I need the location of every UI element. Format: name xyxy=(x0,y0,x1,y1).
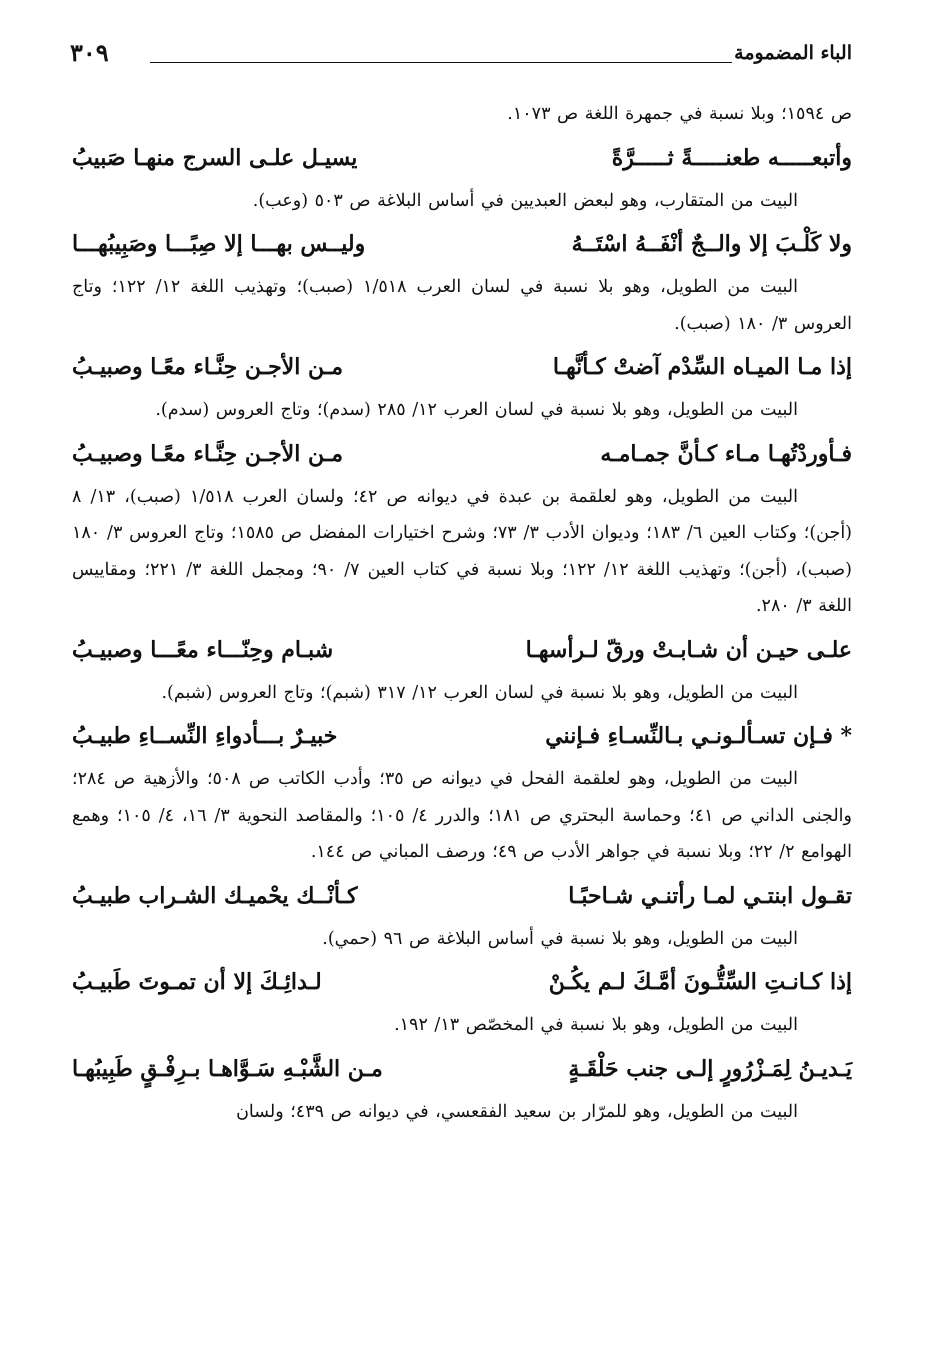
verse-line xyxy=(72,344,852,390)
citation-note: البيت من الطويل، وهو بلا نسبة في لسان العرب ١/٥١٨ (صبب)؛ وتهذيب اللغة ١٢/ ١٢٢؛ وتاج العروس ٣/ ١٨٠ (صبب). xyxy=(72,277,852,334)
verse-second-hemistich: مـن الأجـن حِنَّـاء معًـا وصبيـبُ xyxy=(72,440,343,467)
header-rule xyxy=(150,62,732,63)
page-body xyxy=(72,96,852,1130)
verse-line xyxy=(72,713,852,759)
page-header xyxy=(70,38,852,78)
verse-second-hemistich: وليــس بهـــا إلا صِبًـــا وصَبِيبُهـــا xyxy=(72,231,366,257)
verse-first-hemistich: علـى حيـن أن شـابـتْ ورقّ لـرأسهـا xyxy=(525,636,852,663)
verse-first-hemistich: إذا مـا الميـاه السِّدْم آضتْ كـأنَّهـا xyxy=(552,354,852,380)
citation-note: البيت من الطويل، وهو لعلقمة الفحل في ديوانه ص ٣٥؛ وأدب الكاتب ص ٥٠٨؛ والأزهية ص ٢٨٤؛ والجنى الداني ص ٤١؛ وحماسة البحتري ص ١٨١؛ والدرر ٤/ ١٠٥؛ والمقاصد النحوية ٣/ ١٦، ٤/ ١٠٥؛ وهمع الهوامع ٢/ ٢٢؛ وبلا نسبة في جواهر الأدب ص ٤٩؛ ورصف المباني ص ١٤٤. xyxy=(72,769,852,862)
citation-note: البيت من الطويل، وهو بلا نسبة في المخصّص ١٣/ ١٩٢. xyxy=(394,1015,798,1035)
verse-first-hemistich: فـأوردْتُهـا مـاء كـأنَّ جمـامـه xyxy=(600,440,852,467)
verse-first-hemistich: وأتبعـــــه طعنـــــةً ثـــــرَّةً xyxy=(611,144,852,171)
verse-first-hemistich: إذا كـانـتِ السِّتُّـونَ أمَّـكَ لـم يكُـنْ xyxy=(548,969,852,995)
citation-note: البيت من الطويل، وهو لعلقمة بن عبدة في ديوانه ص ٤٢؛ ولسان العرب ١/٥١٨ (صبب)، ١٣/ ٨ (أجن)؛ وكتاب العين ٦/ ١٨٣؛ وديوان الأدب ٣/ ٧٣؛ وشرح اختيارات المفضل ص ١٥٨٥؛ وتاج العروس ٣/ ١٨٠ (صبب)، (أجن)؛ وتهذيب اللغة ١٢/ ١٢٢؛ وبلا نسبة في كتاب العين ٧/ ٩٠؛ ومجمل اللغة ٣/ ٢٢١؛ ومقاييس اللغة ٣/ ٢٨٠. xyxy=(72,486,853,616)
verse-first-hemistich: ولا كَلْـبَ إلا والــجٌ أنْفَــهُ اسْتَــهُ xyxy=(571,231,852,257)
citation-note: البيت من المتقارب، وهو لبعض العبديين في أساس البلاغة ص ٥٠٣ (وعب). xyxy=(252,190,798,211)
verse-first-hemistich: * فـإن تسـألـونـي بـالنِّسـاءِ فـإنني xyxy=(545,723,852,749)
page-number: ٣٠٩ xyxy=(70,38,109,67)
citation-note: البيت من الطويل، وهو بلا نسبة في لسان العرب ١٢/ ٣١٧ (شبم)؛ وتاج العروس (شبم). xyxy=(161,682,798,703)
verse-second-hemistich: خبيـرٌ بـــأدواءِ النِّســاءِ طبيـبُ xyxy=(72,723,338,749)
verse-second-hemistich: يسيـل علـى السرج منهـا صَبيبُ xyxy=(72,144,358,171)
citation-note: البيت من الطويل، وهو للمرّار بن سعيد الفقعسي، في ديوانه ص ٤٣٩؛ ولسان xyxy=(236,1101,798,1122)
verse-second-hemistich: لـدائِـكَ إلا أن تمـوتَ طَبيـبُ xyxy=(72,969,322,995)
verse-second-hemistich: مـن الشَّبْـهِ سَـوَّاهـا بـرِفْـقٍ طَبِيبُهـا xyxy=(72,1055,383,1082)
verse-second-hemistich: مـن الأجـن حِنَّـاء معًـا وصبيـبُ xyxy=(72,354,343,380)
citation-note: البيت من الطويل، وهو بلا نسبة في أساس البلاغة ص ٩٦ (حمي). xyxy=(322,928,798,949)
verse-line xyxy=(72,1046,852,1092)
verse-second-hemistich: كـأنْــك يحْميـك الشـراب طبيـبُ xyxy=(72,882,358,909)
verse-line xyxy=(72,627,852,673)
verse-line xyxy=(72,135,852,181)
verse-line xyxy=(72,221,852,267)
citation-note: البيت من الطويل، وهو بلا نسبة في لسان العرب ١٢/ ٢٨٥ (سدم)؛ وتاج العروس (سدم). xyxy=(155,400,798,420)
chapter-title: الباء المضمومة xyxy=(734,42,852,64)
citation-note: ص ١٥٩٤؛ وبلا نسبة في جمهرة اللغة ص ١٠٧٣. xyxy=(507,104,852,124)
verse-first-hemistich: تقـول ابنتـي لمـا رأتنـي شـاحبًـا xyxy=(568,882,852,909)
verse-second-hemistich: شبـام وحِنّـــاء معًـــا وصبيـبُ xyxy=(72,636,334,663)
verse-line xyxy=(72,873,852,919)
verse-first-hemistich: يَـديـنُ لِمَـزْرُورٍ إلـى جنب حَلْقَـةٍ xyxy=(568,1055,852,1082)
verse-line xyxy=(72,959,852,1005)
verse-line xyxy=(72,431,852,477)
